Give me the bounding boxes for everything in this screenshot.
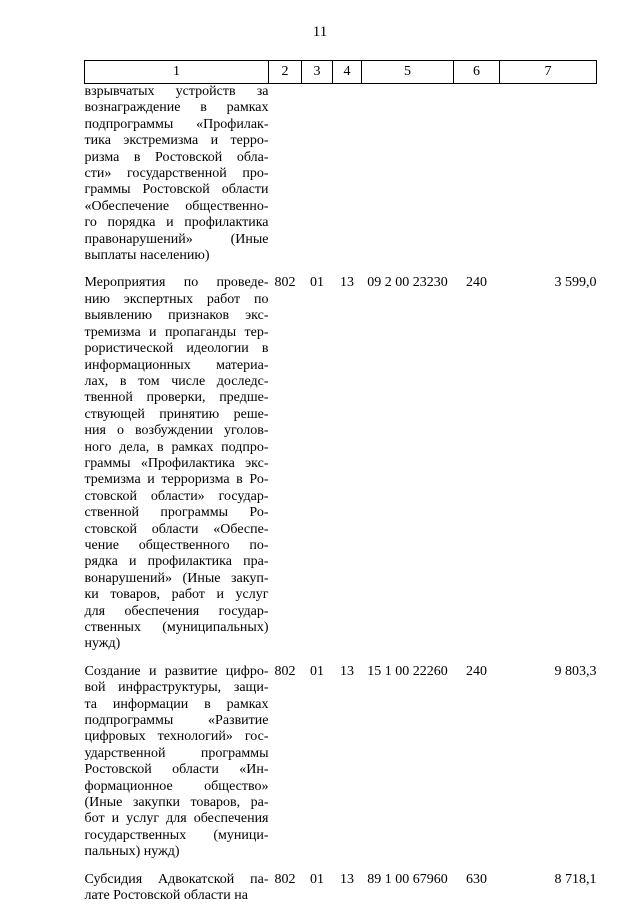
subsection-code: 13 (340, 663, 354, 679)
section-code: 01 (310, 663, 324, 679)
row-description (85, 653, 269, 861)
section-code: 01 (310, 275, 324, 291)
section-code: 01 (310, 871, 324, 887)
amount-value: 8 718,1 (554, 871, 597, 887)
description-line: стовской области «Обеспе- (84, 521, 269, 537)
description-line: ки товаров, работ и услуг (84, 587, 269, 603)
description-line: взрывчатых устройств за (84, 84, 269, 99)
description-line: тремизма и пропаганды тер- (84, 324, 269, 340)
description-line: цифровых технологий» гос- (84, 729, 269, 745)
header-cell: 7 (500, 61, 597, 84)
description-line: выявлению признаков экс- (84, 308, 269, 324)
description-line: бот и услуг для обеспечения (84, 811, 269, 827)
expense-type-code: 240 (466, 275, 487, 291)
target-article-code: 15 1 00 22260 (367, 663, 448, 679)
description-line: выплаты населению) (84, 248, 210, 264)
description-line: Субсидия Адвокатской па- (84, 871, 269, 887)
table-row (85, 84, 597, 265)
description-line: подпрограммы «Профилак- (84, 116, 269, 132)
description-line: рористической идеологии в (84, 341, 269, 357)
header-cell: 5 (362, 61, 454, 84)
description-line: стовской области» государ- (84, 488, 269, 504)
description-line: ударственной программы (84, 745, 269, 761)
description-line: лате Ростовской области на (84, 888, 248, 904)
description-line: ризма в Ростовской обла- (84, 149, 269, 165)
description-line: Создание и развитие цифро- (84, 663, 269, 679)
budget-table (84, 60, 597, 905)
description-line: формационное общество» (84, 778, 269, 794)
description-line: чение общественного по- (84, 537, 269, 553)
target-article-code (362, 84, 454, 265)
description-line: ния о возбуждении уголов- (84, 423, 269, 439)
description-line: ственной программы Ро- (84, 505, 269, 521)
target-article-code: 09 2 00 23230 (367, 275, 448, 291)
header-cell: 1 (85, 61, 269, 84)
description-line: нию экспертных работ по (84, 291, 269, 307)
target-article-code: 89 1 00 67960 (367, 871, 448, 887)
page-number: 11 (312, 24, 328, 40)
description-line: твенной проверки, предше- (84, 390, 269, 406)
header-row (85, 61, 597, 84)
ministry-code: 802 (274, 871, 296, 887)
description-line: информационных материа- (84, 357, 269, 373)
amount-value: 9 803,3 (554, 663, 597, 679)
section-code (302, 84, 333, 265)
description-line: ственных (муниципальных) (84, 620, 269, 635)
expense-type-code: 240 (466, 663, 487, 679)
description-line: для обеспечения государ- (84, 603, 269, 619)
description-line: ствующей принятию реше- (84, 406, 269, 422)
description-line: подпрограммы «Развитие (84, 713, 269, 729)
table-row (85, 264, 597, 652)
expense-type-code (454, 84, 500, 265)
row-description (85, 84, 269, 265)
expense-type-code: 630 (466, 871, 487, 887)
description-line: го порядка и профилактика (84, 215, 269, 231)
table-row (85, 653, 597, 861)
description-line: (Иные закупки товаров, ра- (84, 795, 269, 811)
ministry-code: 802 (274, 663, 296, 679)
description-line: правонарушений» (Иные (84, 231, 269, 247)
subsection-code (333, 84, 362, 265)
description-line: тика экстремизма и терро- (84, 133, 269, 149)
description-line: пальных) нужд) (84, 844, 180, 860)
subsection-code: 13 (340, 275, 354, 291)
ministry-code (269, 84, 302, 265)
ministry-code: 802 (274, 275, 296, 291)
description-line: рядка и профилактика пра- (84, 554, 269, 570)
description-line: нужд) (84, 636, 121, 652)
description-line: граммы Ростовской области (84, 182, 269, 198)
amount-value (500, 84, 597, 265)
description-line: Ростовской области «Ин- (84, 762, 269, 778)
header-cell: 4 (333, 61, 362, 84)
description-line: государственных (муници- (84, 827, 269, 843)
description-line: вой инфраструктуры, защи- (84, 680, 269, 696)
table-row (85, 861, 597, 905)
description-line: Мероприятия по проведе- (84, 275, 269, 291)
description-line: вонарушений» (Иные закуп- (84, 570, 269, 586)
amount-value: 3 599,0 (554, 275, 597, 291)
description-line: сти» государственной про- (84, 166, 269, 182)
row-description (85, 861, 269, 905)
description-line: граммы «Профилактика экс- (84, 455, 269, 471)
row-description (85, 264, 269, 652)
description-line: лах, в том числе доследс- (84, 373, 269, 389)
description-line: тремизма и терроризма в Ро- (84, 472, 269, 488)
header-cell: 3 (302, 61, 333, 84)
subsection-code: 13 (340, 871, 354, 887)
header-cell: 2 (269, 61, 302, 84)
description-line: «Обеспечение общественно- (84, 198, 269, 214)
description-line: ного дела, в рамках подпро- (84, 439, 269, 455)
header-cell: 6 (454, 61, 500, 84)
description-line: вознаграждение в рамках (84, 100, 269, 116)
description-line: та информации в рамках (84, 696, 269, 712)
